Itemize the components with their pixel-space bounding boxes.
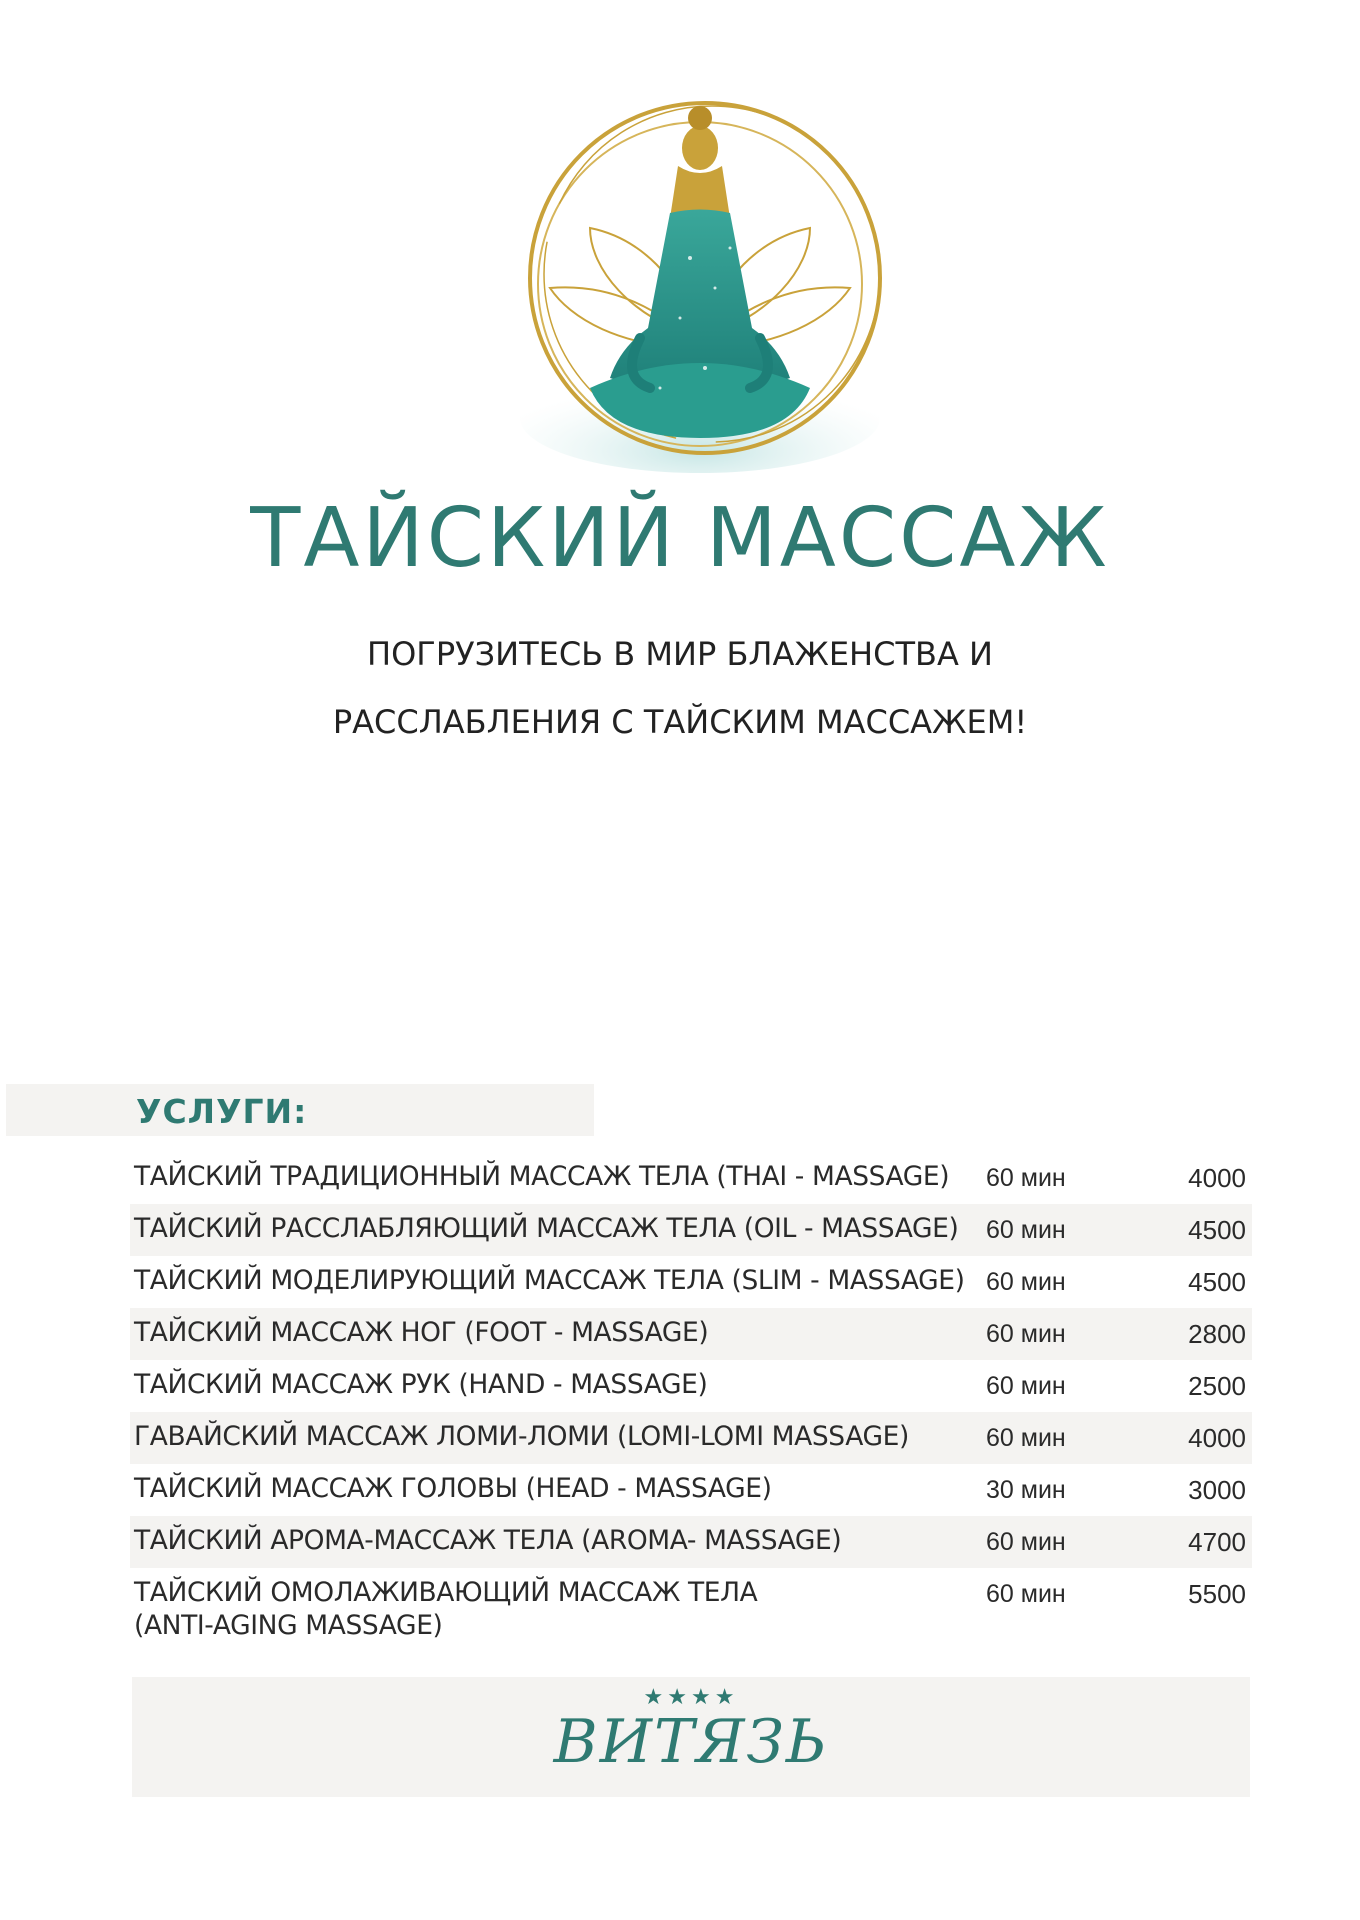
service-price: 4000: [1188, 1163, 1246, 1193]
service-name: ТАЙСКИЙ АРОМА-МАССАЖ ТЕЛА (AROMA- MASSAGE): [134, 1525, 842, 1556]
service-name: ТАЙСКИЙ ОМОЛАЖИВАЮЩИЙ МАССАЖ ТЕЛА: [134, 1577, 758, 1608]
services-label: УСЛУГИ:: [136, 1092, 308, 1131]
service-name: ТАЙСКИЙ РАССЛАБЛЯЮЩИЙ МАССАЖ ТЕЛА (OIL - MASSAGE): [134, 1213, 959, 1244]
subtitle-line-2: РАССЛАБЛЕНИЯ С ТАЙСКИМ МАССАЖЕМ!: [332, 703, 1028, 741]
service-name: ТАЙСКИЙ МОДЕЛИРУЮЩИЙ МАССАЖ ТЕЛА (SLIM - MASSAGE): [134, 1265, 965, 1296]
subtitle: [300, 620, 1060, 756]
service-row: [130, 1308, 1252, 1360]
service-duration: 60 мин: [986, 1372, 1066, 1400]
service-duration: 60 мин: [986, 1528, 1066, 1556]
service-row: [130, 1516, 1252, 1568]
service-duration: 60 мин: [986, 1268, 1066, 1296]
service-duration: 60 мин: [986, 1424, 1066, 1452]
service-row: [130, 1256, 1252, 1308]
service-row: [130, 1360, 1252, 1412]
service-row: [130, 1152, 1252, 1204]
subtitle-line-1: ПОГРУЗИТЕСЬ В МИР БЛАЖЕНСТВА И: [367, 635, 993, 673]
service-duration: 60 мин: [986, 1320, 1066, 1348]
service-duration: 60 мин: [986, 1580, 1066, 1608]
service-name: ГАВАЙСКИЙ МАССАЖ ЛОМИ-ЛОМИ (LOMI-LOMI MASSAGE): [134, 1421, 909, 1452]
service-name: ТАЙСКИЙ МАССАЖ ГОЛОВЫ (HEAD - MASSAGE): [134, 1473, 772, 1504]
service-duration: 30 мин: [986, 1476, 1066, 1504]
service-duration: 60 мин: [986, 1216, 1066, 1244]
service-row: [130, 1464, 1252, 1516]
service-name-line-2: (ANTI-AGING MASSAGE): [134, 1610, 443, 1641]
service-price: 4000: [1188, 1423, 1246, 1453]
meditation-logo-icon: [490, 88, 910, 488]
service-name: ТАЙСКИЙ ТРАДИЦИОННЫЙ МАССАЖ ТЕЛА (THAI - MASSAGE): [134, 1161, 950, 1192]
footer-band: [132, 1677, 1250, 1797]
service-price: 4500: [1188, 1215, 1246, 1245]
service-price: 4700: [1188, 1527, 1246, 1557]
service-price: 3000: [1188, 1475, 1246, 1505]
brand-logo-text: ВИТЯЗЬ: [553, 1707, 829, 1777]
service-duration: 60 мин: [986, 1164, 1066, 1192]
service-price: 2500: [1188, 1371, 1246, 1401]
rating-stars-icon: ★★★★: [643, 1685, 739, 1710]
service-row: [130, 1412, 1252, 1464]
service-row: [130, 1568, 1252, 1658]
service-price: 5500: [1188, 1579, 1246, 1609]
service-name: ТАЙСКИЙ МАССАЖ НОГ (FOOT - MASSAGE): [134, 1317, 709, 1348]
page-title: ТАЙСКИЙ МАССАЖ: [250, 491, 1110, 586]
service-price: 2800: [1188, 1319, 1246, 1349]
service-row: [130, 1204, 1252, 1256]
service-name: ТАЙСКИЙ МАССАЖ РУК (HAND - MASSAGE): [134, 1369, 708, 1400]
service-price: 4500: [1188, 1267, 1246, 1297]
